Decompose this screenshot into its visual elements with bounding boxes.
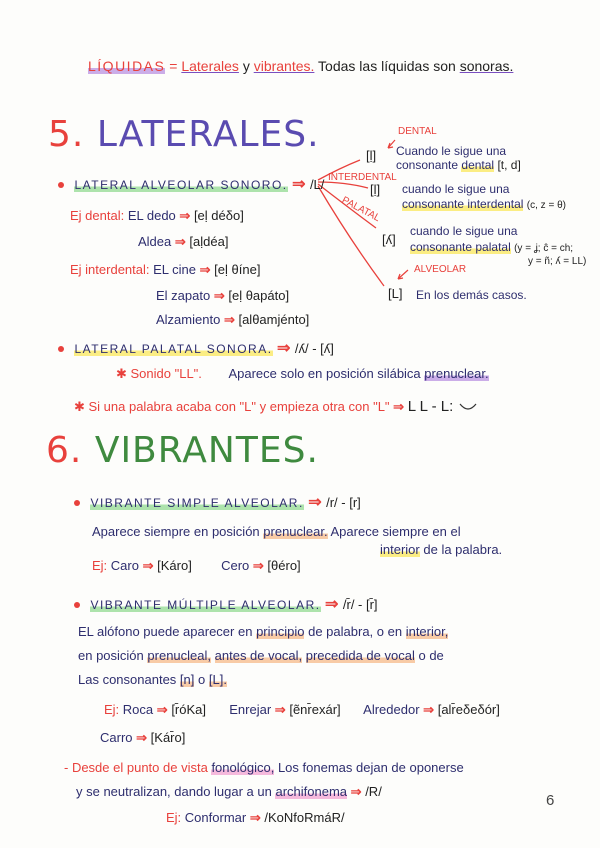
word-cine: EL cine <box>153 262 197 277</box>
palatal-desc-3: y = ñ; ʎ = LL) <box>528 256 587 267</box>
symbol-alveolar: [L] <box>388 286 403 301</box>
word-roca: Roca <box>122 702 154 717</box>
vibrantes-word: vibrantes. <box>253 58 315 74</box>
ej-label: Ej: <box>104 702 120 717</box>
transcription-conformar: /KoNfoRmáR/ <box>264 810 345 825</box>
dental-desc-2: consonante dental [t, d] <box>396 158 521 172</box>
transcription-aldea: [aḷdéa] <box>189 234 229 249</box>
header-sentence: Todas las líquidas son <box>318 58 456 74</box>
liquidas-title: LÍQUIDAS <box>88 58 166 74</box>
vibrante-multiple-label: VIBRANTE MÚLTIPLE ALVEOLAR. <box>90 598 321 612</box>
palatal-desc-2: consonante palatal (y = ʝ; ĉ = ch; <box>410 240 574 254</box>
tag-alveolar: ALVEOLAR <box>414 264 467 275</box>
alveolar-desc: En los demás casos. <box>416 288 527 302</box>
palatal-desc-1: cuando le sigue una <box>410 224 518 238</box>
final-line-2: y se neutralizan, dando lugar a un archifonema ⇒ /R/ <box>76 784 382 799</box>
section-6-title: VIBRANTES. <box>94 430 319 471</box>
tag-dental: DENTAL <box>398 126 437 137</box>
vibrante-multiple-examples-1: Ej: Roca ⇒ [r̄óKa] Enrejar ⇒ [ẽnr̄exár] Alrededor ⇒ [alr̄eδeδór] <box>104 702 500 717</box>
vibrante-simple-desc-2: interior de la palabra. <box>380 542 503 557</box>
example-aldea-line: Aldea ⇒ [aḷdéa] <box>138 234 229 249</box>
bullet-icon <box>58 182 64 188</box>
word-alzamiento: Alzamiento <box>156 312 221 327</box>
vibrante-simple-examples: Ej: Caro ⇒ [Káro] Cero ⇒ [θéro] <box>92 558 301 573</box>
example-interdental-line: Ej interdental: EL cine ⇒ [eḷ θíne] <box>70 262 261 277</box>
word-cero: Cero <box>221 558 250 573</box>
vibrante-simple-desc-1: Aparece siempre en posición prenuclear. Aparece siempre en el <box>92 524 461 539</box>
liaison-result: L L - L: <box>407 398 454 415</box>
arrow-icon: ⇒ <box>292 176 306 193</box>
word-alrededor: Alrededor <box>363 702 420 717</box>
transcription-carro: [Kár̄o] <box>150 730 186 745</box>
word-zapato: El zapato <box>156 288 211 303</box>
arrow-icon: ⇒ <box>277 340 291 357</box>
lateral-alveolar-phoneme: /L/ <box>309 177 325 192</box>
symbol-dental: [ḷ] <box>366 148 377 163</box>
transcription-zapato: [eḷ θapáto] <box>228 288 290 303</box>
liaison-note: ✱ Si una palabra acaba con "L" y empieza otra con "L" ⇒ L L - L: <box>74 398 454 415</box>
vibrante-simple-phonemes: /r/ - [r] <box>326 495 361 510</box>
example-dental-line: Ej dental: EL dedo ⇒ [eḷ déδo] <box>70 208 244 223</box>
final-example: Ej: Conformar ⇒ /KoNfoRmáR/ <box>166 810 345 825</box>
vibrante-multiple-desc-2: en posición prenucleal, antes de vocal, precedida de vocal o de <box>78 648 444 663</box>
word-carro: Carro <box>100 730 133 745</box>
word-caro: Caro <box>110 558 139 573</box>
lateral-alveolar-line <box>58 174 324 194</box>
ej-label: Ej: <box>166 810 182 825</box>
equals-sign: = <box>169 58 178 74</box>
prenuclear-word: prenuclear. <box>424 366 489 381</box>
interdental-desc-2: consonante interdental (c, z = θ) <box>402 197 566 211</box>
vibrante-simple-line <box>74 492 361 512</box>
ej-interdental-label: Ej interdental: <box>70 262 150 277</box>
final-line-1: - Desde el punto de vista fonológico, Los fonemas dejan de oponerse <box>64 760 464 775</box>
transcription-caro: [Káro] <box>157 558 192 573</box>
symbol-interdental: [ḷ] <box>370 182 381 197</box>
sonido-ll: ✱ Sonido "LL". <box>116 366 202 381</box>
transcription-enrejar: [ẽnr̄exár] <box>289 702 341 717</box>
tag-palatal: PALATAL <box>339 194 382 225</box>
ej-dental-label: Ej dental: <box>70 208 125 223</box>
lateral-palatal-line <box>58 338 334 358</box>
vibrante-multiple-line <box>74 594 378 614</box>
section-5-title: LATERALES. <box>96 114 320 155</box>
vibrante-multiple-desc-1: EL alófono puede aparecer en principio de palabra, o en interior, <box>78 624 449 639</box>
interdental-desc-1: cuando le sigue una <box>402 182 510 196</box>
section-5-heading <box>48 114 320 155</box>
vibrante-multiple-phonemes: /r̄/ - [r̄] <box>342 597 378 612</box>
word-aldea: Aldea <box>138 234 172 249</box>
word-conformar: Conformar <box>184 810 247 825</box>
section-5-number: 5. <box>48 114 85 155</box>
laterales-word: Laterales <box>181 58 239 74</box>
sonido-ll-line <box>116 366 489 382</box>
lateral-palatal-label: LATERAL PALATAL SONORA. <box>74 342 273 356</box>
example-zapato-line: El zapato ⇒ [eḷ θapáto] <box>156 288 290 303</box>
transcription-dedo: [eḷ déδo] <box>193 208 244 223</box>
vibrante-simple-label: VIBRANTE SIMPLE ALVEOLAR. <box>90 496 304 510</box>
transcription-alrededor: [alr̄eδeδór] <box>437 702 500 717</box>
lateral-palatal-phonemes: /ʎ/ - [ʎ] <box>294 341 334 356</box>
vibrante-multiple-examples-2: Carro ⇒ [Kár̄o] <box>100 730 186 745</box>
sonoras-word: sonoras. <box>459 58 514 74</box>
transcription-cine: [eḷ θíne] <box>214 262 261 277</box>
section-6-number: 6. <box>46 430 83 471</box>
y-word: y <box>242 58 250 74</box>
example-alzamiento-line: Alzamiento ⇒ [alθamjénto] <box>156 312 310 327</box>
symbol-palatal: [ʎ] <box>382 232 396 247</box>
liaison-text: ✱ Si una palabra acaba con "L" y empieza otra con "L" <box>74 399 390 414</box>
word-dedo: EL dedo <box>127 208 176 223</box>
aparece-solo: Aparece solo en posición silábica <box>228 366 421 381</box>
bullet-icon <box>74 500 80 506</box>
arrow-icon: ⇒ <box>308 494 322 511</box>
bullet-icon <box>58 346 64 352</box>
ej-label: Ej: <box>92 558 108 573</box>
tag-interdental: INTERDENTAL <box>328 172 397 183</box>
page-number: 6 <box>546 792 555 809</box>
lateral-alveolar-label: LATERAL ALVEOLAR SONORO. <box>74 178 288 192</box>
bullet-icon <box>74 602 80 608</box>
word-enrejar: Enrejar <box>229 702 272 717</box>
dental-desc-1: Cuando le sigue una <box>396 144 507 158</box>
transcription-roca: [r̄óKa] <box>171 702 206 717</box>
header-line <box>88 58 513 74</box>
transcription-cero: [θéro] <box>267 558 301 573</box>
vibrante-multiple-desc-3: Las consonantes [n] o [L]. <box>78 672 227 687</box>
transcription-alzamiento: [alθamjénto] <box>238 312 310 327</box>
section-6-heading <box>46 430 319 471</box>
arrow-icon: ⇒ <box>325 596 339 613</box>
dental-word: dental <box>461 158 495 172</box>
